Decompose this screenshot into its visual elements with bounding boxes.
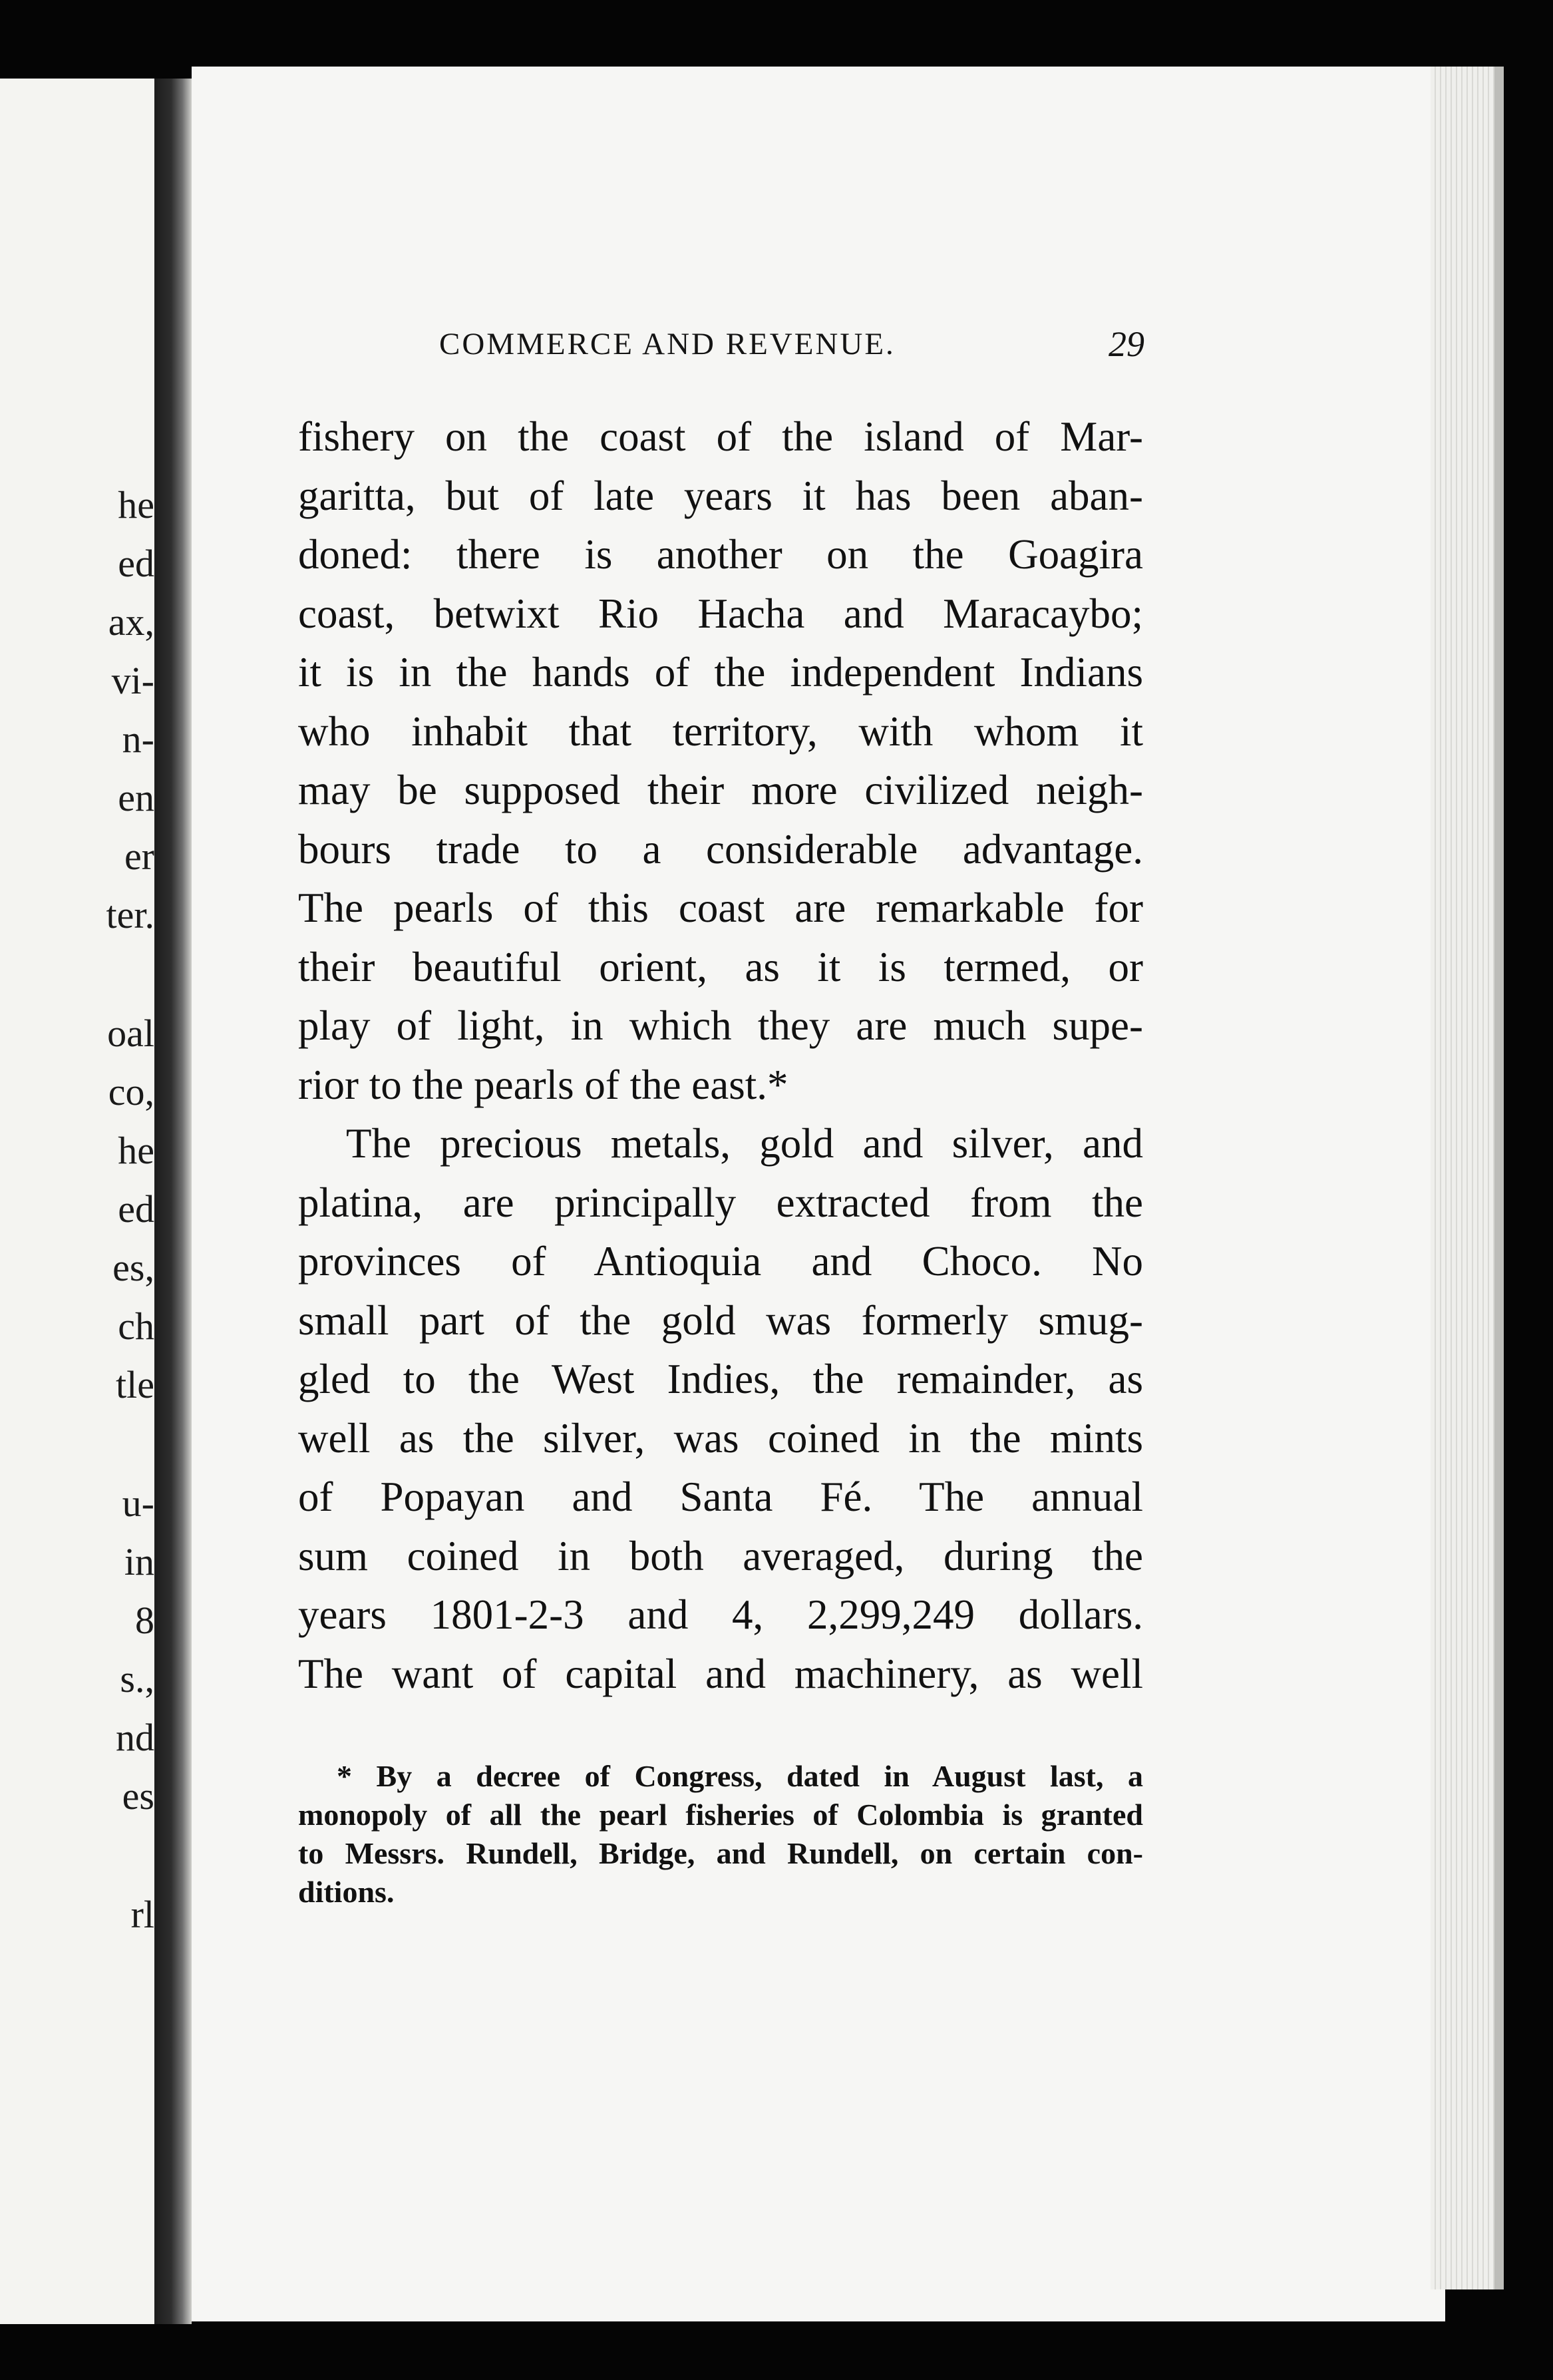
left-page-fragment: es, <box>112 1246 154 1289</box>
left-page-fragment: en <box>118 776 154 819</box>
text-line: well as the silver, was coined in the mints <box>298 1414 1143 1462</box>
book-gutter <box>154 79 192 2324</box>
previous-page-sliver <box>0 79 154 2324</box>
left-page-fragment: ed <box>118 1187 154 1231</box>
text-line: small part of the gold was formerly smug- <box>298 1296 1143 1344</box>
left-page-fragment: he <box>118 1129 154 1172</box>
left-page-fragment: ch <box>118 1304 154 1348</box>
text-line: garitta, but of late years it has been aban- <box>298 472 1143 519</box>
footnote-line: monopoly of all the pearl fisheries of Colombia is granted <box>298 1798 1143 1832</box>
text-line: The precious metals, gold and silver, and <box>346 1120 1143 1167</box>
left-page-fragment: ter. <box>106 893 154 936</box>
left-page-fragment: 8 <box>135 1599 154 1642</box>
text-line: fishery on the coast of the island of Mar- <box>298 413 1143 460</box>
text-line: doned: there is another on the Goagira <box>298 531 1143 578</box>
running-title: COMMERCE AND REVENUE. <box>439 327 896 361</box>
text-line: The want of capital and machinery, as well <box>298 1650 1143 1697</box>
left-page-fragment: nd <box>116 1716 154 1759</box>
left-page-fragment: in <box>124 1540 154 1583</box>
text-line: provinces of Antioquia and Choco. No <box>298 1238 1143 1285</box>
left-page-fragment: u- <box>122 1482 154 1525</box>
text-line: may be supposed their more civilized neigh- <box>298 767 1143 813</box>
left-page-fragment: ax, <box>108 600 154 644</box>
left-page-fragment: s., <box>120 1657 154 1700</box>
running-head <box>439 326 1144 366</box>
text-line: platina, are principally extracted from the <box>298 1179 1143 1226</box>
footnote <box>298 1757 1143 1911</box>
page-edge-shadow <box>1494 67 1504 2289</box>
text-line: bours trade to a considerable advantage. <box>298 825 1143 873</box>
text-line: years 1801-2-3 and 4, 2,299,249 dollars. <box>298 1591 1143 1638</box>
left-page-fragment: oal <box>107 1012 154 1055</box>
body-text <box>298 407 1143 1703</box>
text-line: rior to the pearls of the east.* <box>298 1061 788 1108</box>
left-page-fragment: he <box>118 483 154 526</box>
text-line: their beautiful orient, as it is termed, or <box>298 943 1143 990</box>
left-page-fragment: n- <box>122 717 154 761</box>
left-page-fragment: ed <box>118 542 154 585</box>
text-line: it is in the hands of the independent Indians <box>298 649 1143 695</box>
text-line: of Popayan and Santa Fé. The annual <box>298 1474 1143 1520</box>
left-page-fragment: er <box>124 835 154 878</box>
left-page-fragment: vi- <box>111 659 154 702</box>
footnote-line: ditions. <box>298 1875 395 1909</box>
footnote-line: * By a decree of Congress, dated in August last, a <box>337 1759 1143 1793</box>
left-page-fragment: es <box>122 1774 154 1818</box>
left-page-fragment: rl <box>130 1893 154 1936</box>
text-line: sum coined in both averaged, during the <box>298 1532 1143 1579</box>
text-line: who inhabit that territory, with whom it <box>298 707 1143 755</box>
text-line: play of light, in which they are much supe- <box>298 1002 1143 1049</box>
footnote-line: to Messrs. Rundell, Bridge, and Rundell, on certain con- <box>298 1836 1143 1870</box>
text-line: gled to the West Indies, the remainder, as <box>298 1356 1143 1402</box>
text-line: The pearls of this coast are remarkable for <box>298 885 1143 931</box>
left-page-fragment: co, <box>108 1070 154 1113</box>
page-number: 29 <box>1109 324 1144 364</box>
page-edge-stack <box>1431 67 1494 2289</box>
text-line: coast, betwixt Rio Hacha and Maracaybo; <box>298 590 1143 637</box>
left-page-fragment: tle <box>116 1363 154 1406</box>
